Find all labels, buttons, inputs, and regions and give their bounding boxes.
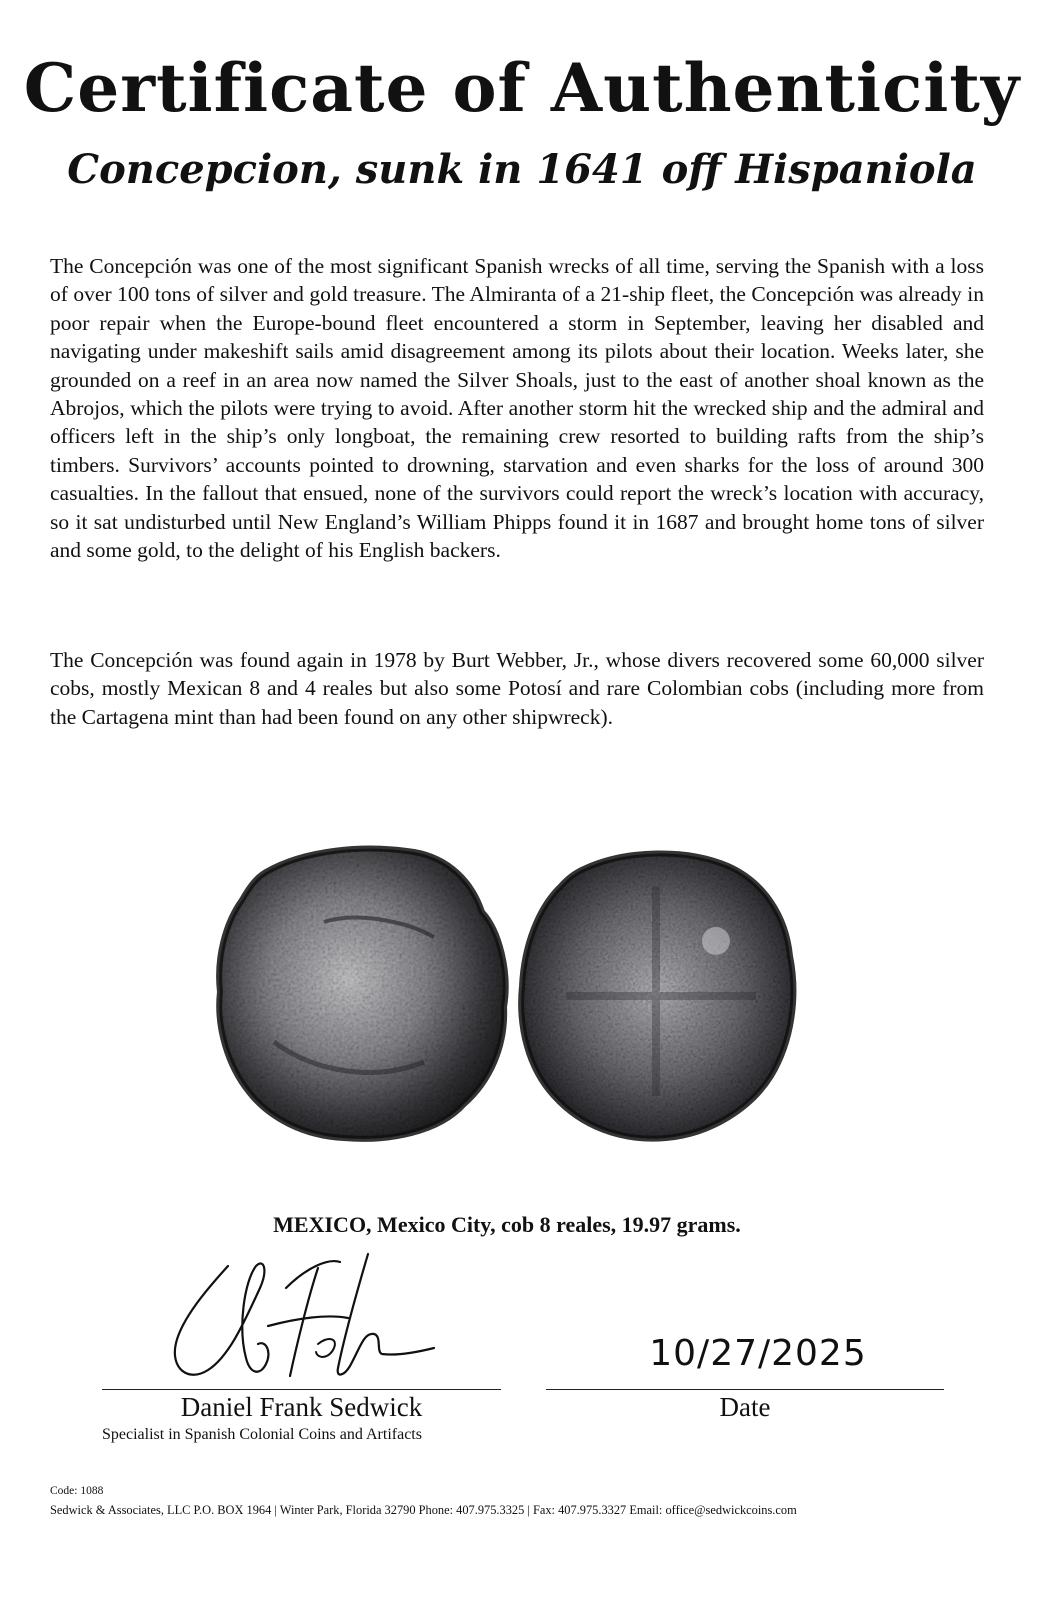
coin-description: MEXICO, Mexico City, cob 8 reales, 19.97 grams. bbox=[273, 1212, 741, 1237]
coin-reverse-image bbox=[516, 846, 798, 1142]
date-label: Date bbox=[719, 1392, 771, 1422]
certificate-code: Code: 1088 bbox=[50, 1485, 104, 1497]
coin-obverse-image bbox=[214, 842, 512, 1142]
signer-name: Daniel Frank Sedwick bbox=[180, 1392, 423, 1422]
certificate-title: Certificate of Authenticity bbox=[23, 49, 1021, 127]
history-paragraph-2: The Concepción was found again in 1978 by Burt Webber, Jr., whose divers recovered some 60,000 silver cobs, mostly Mexican 8 and 4 reales but also some Potosí and rare Colombian cobs (including more from the Cartagena mint than had been found on any other shipwreck). bbox=[50, 648, 984, 729]
history-paragraph-1: The Concepción was one of the most significant Spanish wrecks of all time, serving the Spanish with a loss of over 100 tons of silver and gold treasure. The Almiranta of a 21-ship fleet, the Concepción was already in poor repair when the Europe-bound fleet encountered a storm in September, leaving her disabled and navigating under makeshift sails amid disagreement among its pilots about their location. Weeks later, she grounded on a reef in an area now named the Silver Shoals, just to the east of another shoal known as the Abrojos, which the pilots were trying to avoid. After another storm hit the wrecked ship and the admiral and officers left in the ship’s only longboat, the remaining crew resorted to building rafts from the ship’s timbers. Survivors’ accounts pointed to drowning, starvation and even sharks for the loss of around 300 casualties. In the fallout that ensued, none of the survivors could report the wreck’s location with accuracy, so it sat undisturbed until New England’s William Phipps found it in 1687 and brought home tons of silver and some gold, to the delight of his English backers. bbox=[50, 254, 984, 563]
signature-image bbox=[168, 1248, 438, 1388]
certificate-date: 10/27/2025 bbox=[649, 1333, 867, 1374]
certificate-subtitle: Concepcion, sunk in 1641 off Hispaniola bbox=[67, 146, 977, 193]
signer-title: Specialist in Spanish Colonial Coins and Artifacts bbox=[102, 1426, 422, 1443]
company-contact-info: Sedwick & Associates, LLC P.O. BOX 1964 | Winter Park, Florida 32790 Phone: 407.975.3325 | Fax: 407.975.3327 Email: office@sedwickcoins.com bbox=[50, 1503, 797, 1517]
